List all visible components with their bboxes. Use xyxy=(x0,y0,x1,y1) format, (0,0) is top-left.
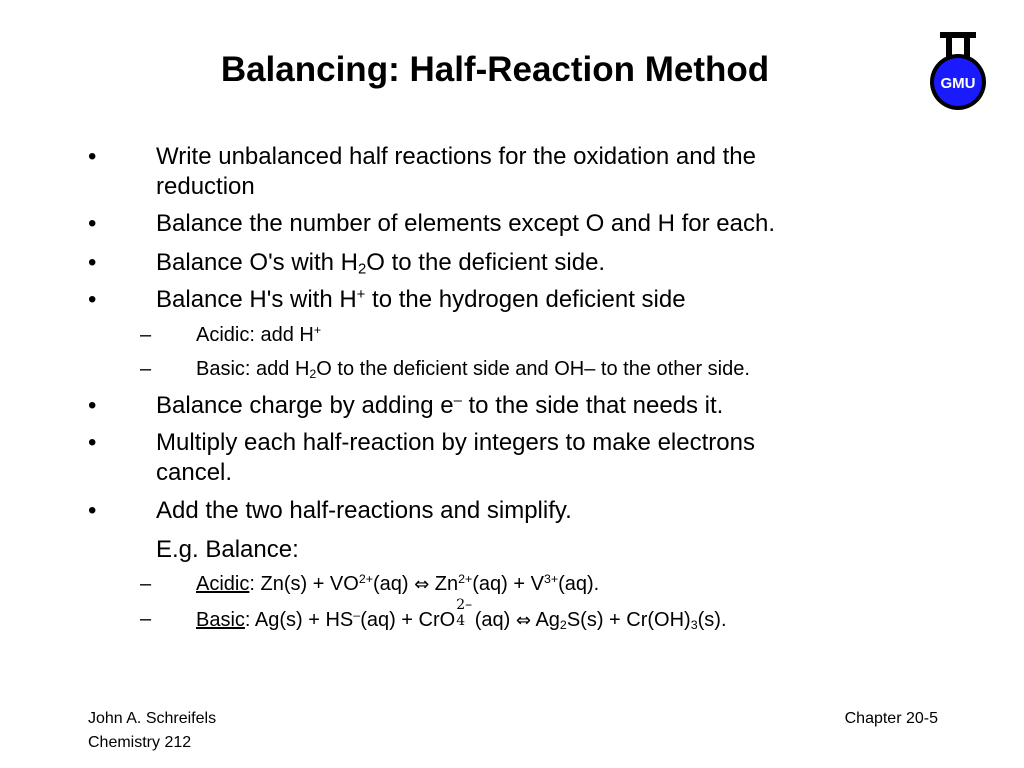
example-intro-text: E.g. Balance: xyxy=(156,536,299,563)
bullet-text: Balance H's with H+ to the hydrogen deficient side xyxy=(156,286,686,313)
bullet-text: cancel. xyxy=(156,459,233,486)
bullet-marker: • xyxy=(88,143,97,170)
logo-text: GMU xyxy=(940,75,976,92)
sub-bullet-text: Acidic: add H+ xyxy=(196,323,322,346)
footer-course: Chemistry 212 xyxy=(88,734,192,751)
bullet-text: Balance charge by adding e– to the side that needs it. xyxy=(156,392,724,419)
bullet-text: Balance O's with $H_2O$ to the deficient side. xyxy=(156,249,606,278)
dash-marker: – xyxy=(140,573,152,595)
bullet-marker: • xyxy=(88,286,97,313)
bullet-marker: • xyxy=(88,392,97,419)
bullet-marker: • xyxy=(88,249,97,276)
sub-bullet-text: Basic: add $H_2O$ to the deficient side and OH– to the other side. xyxy=(196,358,750,382)
dash-marker: – xyxy=(140,358,152,380)
dash-marker: – xyxy=(140,324,152,346)
bullet-marker: • xyxy=(88,497,97,524)
bullet-marker: • xyxy=(88,210,97,237)
slide-title: Balancing: Half-Reaction Method xyxy=(220,50,770,89)
chromate-charge-stack: 2– 4 xyxy=(456,597,473,629)
bullet-text: Write unbalanced half reactions for the oxidation and the xyxy=(156,143,756,170)
basic-label: Basic xyxy=(196,609,245,631)
equilibrium-arrow-icon: ⇔ xyxy=(515,610,531,631)
acidic-label: Acidic xyxy=(196,573,250,595)
equilibrium-arrow-icon: ⇔ xyxy=(414,574,430,595)
footer-chapter: Chapter 20-5 xyxy=(844,710,938,727)
basic-equation: Basic: Ag(s) + HS–(aq) + CrO 2– 4 (aq) ⇔ $Ag_2S(s) + Cr(OH)_3(s)$. xyxy=(196,597,727,633)
bullet-text: reduction xyxy=(156,173,255,200)
acidic-equation: Acidic: $Zn(s) + VO^{2+}(aq)$ ⇔ $Zn^{2+}(aq) + V^{3+}(aq)$. xyxy=(196,572,600,595)
bullet-text: Balance the number of elements except O and H for each. xyxy=(156,210,776,237)
bullet-marker: • xyxy=(88,429,97,456)
bullet-text: Multiply each half-reaction by integers to make electrons xyxy=(156,429,755,456)
footer-author: John A. Schreifels xyxy=(88,710,217,727)
bullet-text: Add the two half-reactions and simplify. xyxy=(156,497,572,524)
gmu-flask-logo xyxy=(926,30,990,112)
dash-marker: – xyxy=(140,608,152,630)
